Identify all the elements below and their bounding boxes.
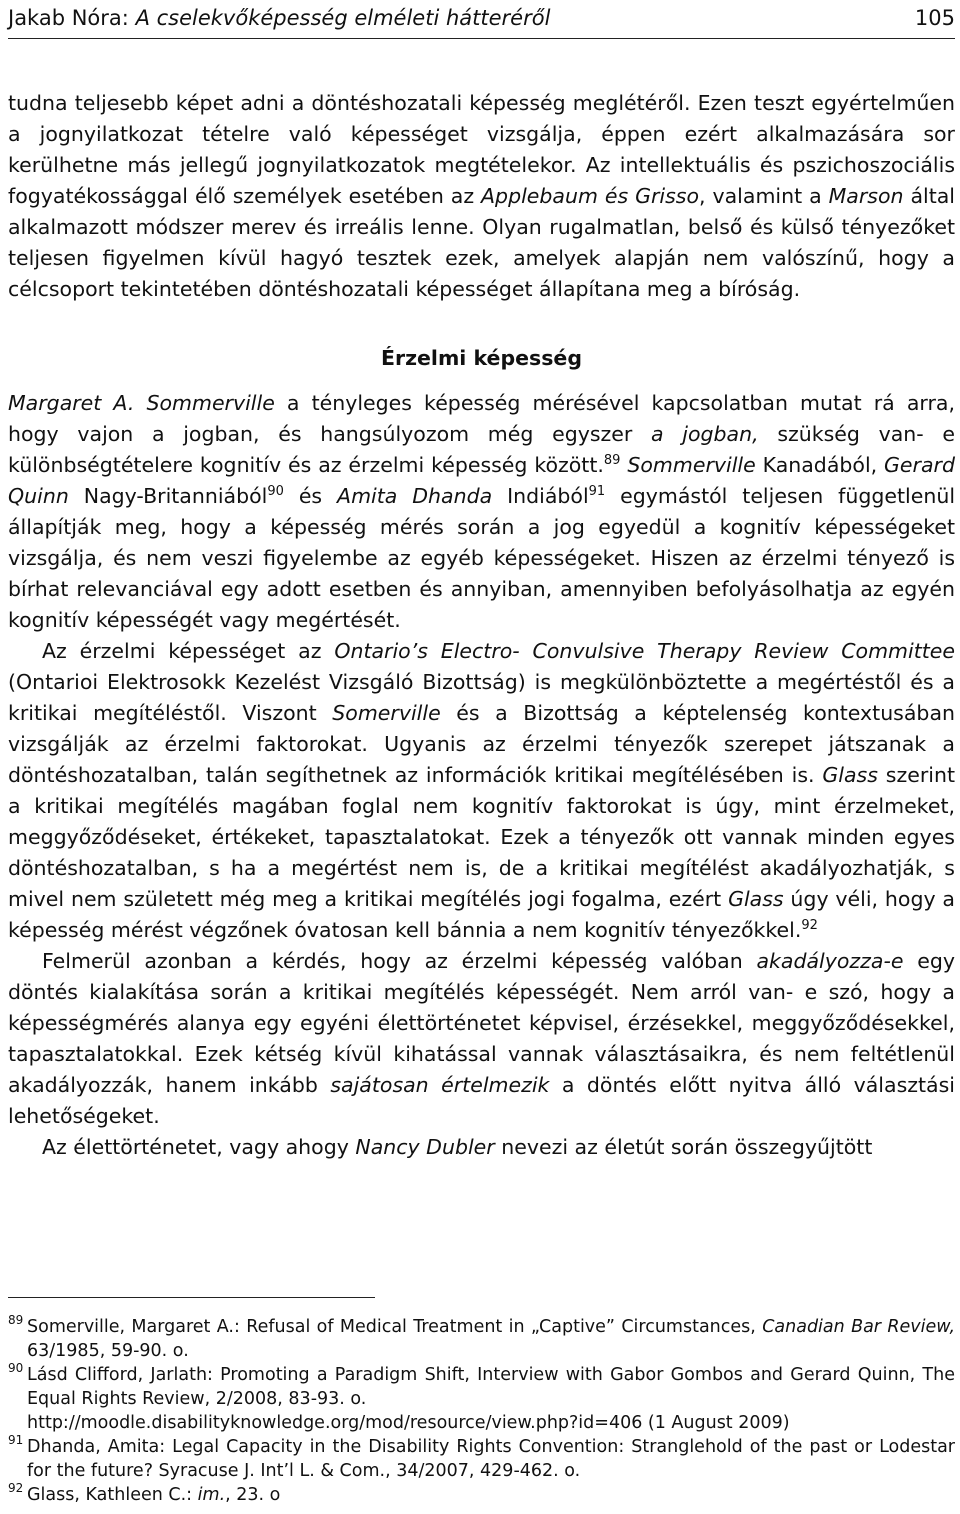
italic-run: Canadian Bar Review, (762, 1317, 956, 1337)
footnote-separator (8, 1297, 375, 1298)
text-run: Glass, Kathleen C.: (27, 1485, 198, 1505)
footnote-link[interactable]: http://moodle.disabilityknowledge.org/mod/resource/view.php?id=406 (1 August 2009) (27, 1413, 790, 1433)
footnote-92 (8, 1483, 955, 1507)
footnote-ref[interactable]: 89 (603, 453, 621, 468)
italic-run: Applebaum és Grisso (481, 184, 700, 208)
text-run: úgy véli, hogy a képesség mérést végzőnek óvatosan kell bánnia a nem kognitív tényezőkkel. (8, 887, 955, 942)
italic-run: Glass (822, 763, 878, 787)
italic-run: sajátosan értelmezik (330, 1073, 550, 1097)
footnote-ref[interactable]: 90 (267, 484, 284, 499)
italic-run: Margaret A. Sommerville (8, 391, 275, 415)
text-run: (Ontarioi Elektrosokk Kezelést Vizsgáló Bizottság) is megkülönböztette a megértéstől és a kritikai megítéléstől. Viszont (8, 670, 955, 725)
text-run: 63/1985, 59-90. o. (27, 1341, 189, 1361)
paragraph-5 (8, 1132, 955, 1163)
text-run: Kanadából, (755, 453, 885, 477)
text-run: szerint a kritikai megítélés magában foglal nem kognitív faktorokat is úgy, mint érzelmeket, meggyőződéseket, értékeket, tapasztalatokat. Ezek a tényezők ott vannak minden egyes döntéshozatalban, s ha a megértést nem is, de a kritikai megítélést akadályozhatják, s mivel nem született még meg a kritikai megítélés jogi fogalma, ezért (8, 763, 955, 911)
footnotes (8, 1315, 955, 1507)
text-run: Az élettörténetet, vagy ahogy (42, 1135, 356, 1159)
footnote-90 (8, 1363, 955, 1435)
italic-run: Sommerville (627, 453, 756, 477)
italic-run: Gerard Quinn (8, 453, 955, 508)
text-run: és (283, 484, 338, 508)
text-run: Lásd Clifford, Jarlath: Promoting a Paradigm Shift, Interview with Gabor Gombos and Gerard Quinn, The Equal Rights Review, 2/2008, 83-93. o. (27, 1365, 955, 1409)
text-run: egymástól teljesen függetlenül állapítják meg, hogy a képesség mérés során a jog egyedül a kognitív képességeket vizsgálja, és nem veszi figyelembe az egyéb képességeket. Hiszen az érzelmi tényező is bírhat relevanciával egy adott esetben és annyiban, amennyiben befolyásolhatja az egyén kognitív képességét vagy megértését. (8, 484, 956, 632)
footnote-ref[interactable]: 92 (801, 918, 818, 933)
text-run: a tényleges képesség mérésével kapcsolatban mutat rá arra, hogy vajon a jogban, és hangsúlyozom még egyszer (8, 391, 955, 446)
footnote-number: 91 (8, 1433, 24, 1447)
text-run: szükség van- e különbségtételere kognitív és az érzelmi képesség között. (8, 422, 956, 477)
italic-run: im. (197, 1485, 226, 1505)
italic-run: Nancy Dubler (355, 1135, 495, 1159)
footnote-number: 89 (8, 1313, 24, 1327)
text-run: , 23. o (225, 1485, 281, 1505)
text-run: nevezi az életút során összegyűjtött (494, 1135, 873, 1159)
paragraph-1 (8, 88, 955, 305)
text-run: és a Bizottság a képtelenség kontextusában vizsgálják az érzelmi faktorokat. Ugyanis az érzelmi tényezők szerepet játszanak a döntéshozatalban, talán segíthetnek az információk kritikai megítélésében is. (8, 701, 955, 787)
italic-run: a jogban, (651, 422, 759, 446)
page-number: 105 (914, 6, 955, 30)
text-run: egy döntés kialakítása során a kritikai megítélés képességét. Nem arról van- e szó, hogy a képességmérés alanya egy egyéni élettörténetet képvisel, érzésekkel, meggyőződésekkel, tapasztalatokkal. Ezek kétség kívül kihatással vannak választásaikra, és nem feltétlenül akadályozzák, hanem inkább (8, 949, 955, 1097)
italic-run: Marson (828, 184, 904, 208)
footnote-89 (8, 1315, 955, 1363)
italic-run: akadályozza-e (756, 949, 904, 973)
text-run: Dhanda, Amita: Legal Capacity in the Disability Rights Convention: Stranglehold of the past or Lodestar for the future? Syracuse J. Int’l L. & Com., 34/2007, 429-462. o. (27, 1437, 955, 1481)
paragraph-2 (8, 388, 955, 636)
paragraph-3 (8, 636, 955, 946)
header-author: Jakab Nóra: (8, 6, 129, 30)
text-run: , valamint a (699, 184, 829, 208)
text-run: Nagy-Britanniából (68, 484, 268, 508)
page-header (8, 2, 955, 39)
text-run: tudna teljesebb képet adni a döntéshozatali képesség meglétéről. Ezen teszt egyértelműen a jognyilatkozat tételre való képességet vizsgálja, éppen ezért alkalmazására sor kerülhetne más jellegű jognyilatkozatok megtételekor. Az intellektuális és pszichoszociális fogyatékossággal élő személyek esetében az (8, 91, 955, 208)
text-run: a döntés előtt nyitva álló választási lehetőségeket. (8, 1073, 955, 1128)
footnote-number: 90 (8, 1361, 24, 1375)
running-head (8, 6, 550, 30)
text-run: Indiából (492, 484, 589, 508)
italic-run: Ontario’s Electro- Convulsive Therapy Review Committee (334, 639, 956, 663)
text-run: Somerville, Margaret A.: Refusal of Medical Treatment in „Captive” Circumstances, (27, 1317, 763, 1337)
paragraph-4 (8, 946, 955, 1132)
footnote-91 (8, 1435, 955, 1483)
footnote-ref[interactable]: 91 (588, 484, 606, 499)
text-run: által alkalmazott módszer merev és irreális lenne. Olyan rugalmatlan, belső és külső tényezőket teljesen figyelmen kívül hagyó tesztek ezek, amelyek alapján nem valószínű, hogy a célcsoport tekintetében döntéshozatali képességet állapítana meg a bíróság. (8, 184, 955, 301)
italic-run: Glass (728, 887, 784, 911)
section-heading: Érzelmi képesség (380, 346, 583, 370)
footnote-number: 92 (8, 1481, 24, 1495)
italic-run: Amita Dhanda (337, 484, 493, 508)
text-run: Felmerül azonban a kérdés, hogy az érzelmi képesség valóban (42, 949, 757, 973)
text-run: Az érzelmi képességet az (42, 639, 335, 663)
main-text (8, 88, 955, 1163)
italic-run: Somerville (332, 701, 441, 725)
header-title: A cselekvőképesség elméleti hátteréről (135, 6, 551, 30)
